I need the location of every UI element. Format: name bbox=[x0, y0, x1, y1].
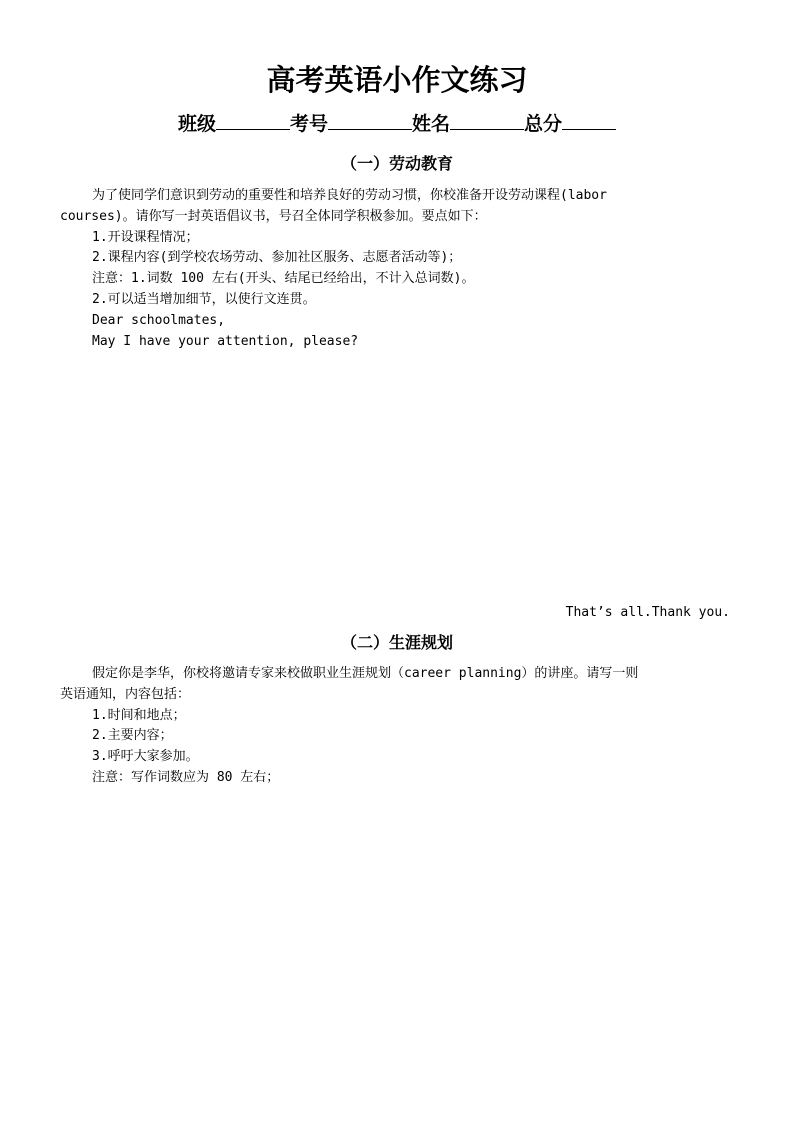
section1-line: 1.开设课程情况； bbox=[92, 229, 199, 245]
section1-line: 2.可以适当增加细节，以使行文连贯。 bbox=[92, 291, 316, 307]
section1-line: 2.课程内容(到学校农场劳动、参加社区服务、志愿者活动等)； bbox=[92, 250, 462, 266]
section1-line: Dear schoolmates, bbox=[92, 312, 226, 328]
section2-body bbox=[60, 664, 734, 789]
section1-heading: （一）劳动教育 bbox=[340, 154, 453, 173]
page-title: 高考英语小作文练习 bbox=[266, 63, 528, 97]
section1-line: 注意：1.词数 100 左右(开头、结尾已经给出，不计入总词数)。 bbox=[92, 271, 475, 287]
section1-closing: That’s all.Thank you. bbox=[565, 605, 730, 620]
section2-line: 3.呼吁大家参加。 bbox=[92, 749, 199, 765]
section1-line: courses)。请你写一封英语倡议书，号召全体同学积极参加。要点如下： bbox=[60, 208, 487, 224]
section1-line: May I have your attention, please? bbox=[92, 333, 359, 349]
section2-line: 假定你是李华，你校将邀请专家来校做职业生涯规划（career planning）的讲座。请写一则 bbox=[92, 666, 639, 681]
name-label: 姓名 bbox=[412, 113, 451, 135]
name-blank bbox=[450, 111, 524, 130]
section1-line: 为了使同学们意识到劳动的重要性和培养良好的劳动习惯，你校准备开设劳动课程(labor bbox=[92, 188, 607, 203]
class-label: 班级 bbox=[177, 113, 216, 135]
section2-line: 注意：写作词数应为 80 左右； bbox=[92, 769, 280, 785]
score-label: 总分 bbox=[524, 113, 563, 135]
score-blank bbox=[562, 111, 616, 130]
class-blank bbox=[216, 111, 290, 130]
exam-no-blank bbox=[328, 111, 412, 130]
section2-line: 2.主要内容； bbox=[92, 728, 173, 744]
student-info-line bbox=[0, 111, 794, 137]
section2-line: 英语通知，内容包括： bbox=[60, 686, 191, 702]
section1-body bbox=[60, 186, 734, 352]
section2-heading: （二）生涯规划 bbox=[340, 633, 453, 652]
section2-line: 1.时间和地点； bbox=[92, 707, 186, 723]
exam-no-label: 考号 bbox=[289, 113, 328, 135]
